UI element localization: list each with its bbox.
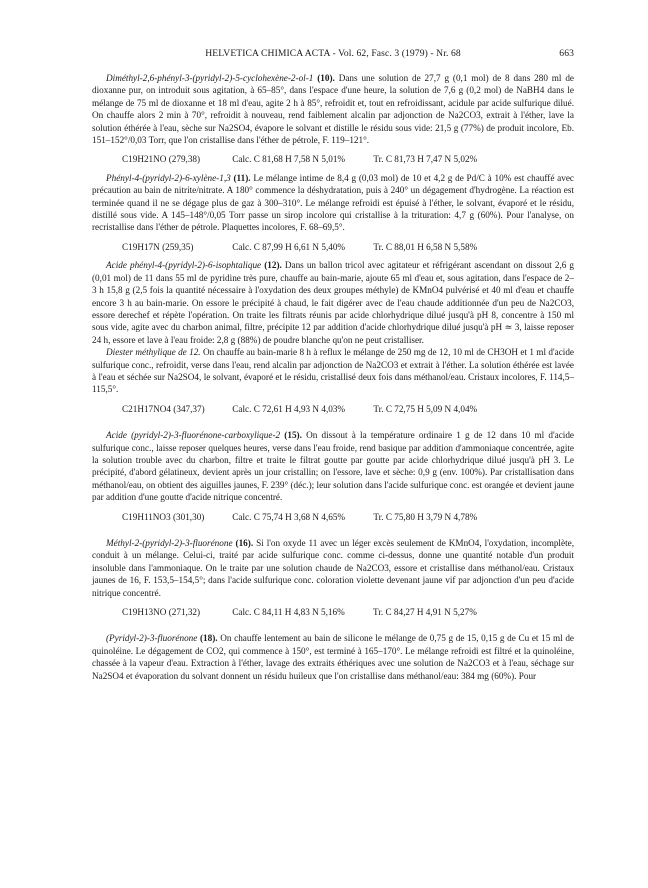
elemental-analysis bbox=[92, 606, 574, 618]
compound-name: Acide phényl-4-(pyridyl-2)-6-isophtalique bbox=[106, 260, 262, 271]
compound-name: Phényl-4-(pyridyl-2)-6-xylène-1,3 bbox=[106, 172, 231, 183]
molecular-formula: C19H13NO (271,32) bbox=[122, 607, 201, 618]
procedure-paragraph bbox=[92, 72, 574, 146]
calculated-values: Calc. C 75,74 H 3,68 N 4,65% bbox=[232, 511, 346, 522]
found-values: Tr. C 81,73 H 7,47 N 5,02% bbox=[373, 154, 478, 165]
compound-number: (10). bbox=[317, 73, 335, 83]
molecular-formula: C21H17NO4 (347,37) bbox=[122, 403, 205, 414]
article-body bbox=[92, 72, 574, 682]
procedure-text: Dans un ballon tricol avec agitateur et réfrigérant ascendant on dissout 2,6 g (0,01 mol) de 11 dans 55 ml de pyridine très pure, chauffe au bain-marie, ajoute 65 ml d'eau et, sous agitation, dans l'espace de 2–3 h 15,8 g (2,5 fois la quantité nécessaire à l'oxydation des deux groupes méthyle) de KMnO4 pulvérisé et 40 ml d'eau et chauffe encore 3 h au bain-marie. On essore le précipité à chaud, le fait digérer avec de l'eau chaude additionnée d'un peu de Na2CO3, essore derechef et répète l'opération. On traite les filtrats réunis par acide chlorhydrique dilué jusqu'à pH 8, concentre à 150 ml sous vide, agite avec du charbon animal, filtre, précipite 12 par addition d'acide chlorhydrique dilué jusqu'à pH ≃ 3, laisse reposer 24 h, essore et lave à l'eau froide: 2,8 g (88%) de poudre blanche qu'on ne peut cristalliser. bbox=[92, 260, 574, 345]
molecular-formula: C19H21NO (279,38) bbox=[122, 154, 201, 165]
compound-number: (15). bbox=[284, 430, 302, 441]
elemental-analysis bbox=[92, 153, 574, 165]
calculated-values: Calc. C 81,68 H 7,58 N 5,01% bbox=[232, 154, 346, 165]
compound-name: Méthyl-2-(pyridyl-2)-3-fluorénone bbox=[106, 538, 233, 548]
procedure-paragraph bbox=[92, 429, 574, 503]
elemental-analysis bbox=[92, 403, 574, 415]
calculated-values: Calc. C 84,11 H 4,83 N 5,16% bbox=[232, 607, 345, 618]
compound-name: Diester méthylique de 12. bbox=[106, 347, 201, 358]
compound-number: (16). bbox=[235, 538, 254, 548]
procedure-text: On chauffe au bain-marie 8 h à reflux le mélange de 250 mg de 12, 10 ml de CH3OH et 1 ml d'acide sulfurique conc., refroidit, verse dans l'eau, rend alcalin par adjonction de Na2CO3 et extrait à l'éther. La solution éthérée est lavée à l'eau et séchée sur Na2SO4, le solvant, évaporé et le résidu, cristallisé deux fois dans méthanol/eau. Cristaux incolores, F. 114,5–115,5°. bbox=[92, 347, 574, 395]
running-header bbox=[92, 48, 574, 59]
procedure-text: Si l'on oxyde 11 avec un léger excès seulement de KMnO4, l'oxydation, incomplète, conduit à un mélange. Celui-ci, traité par acide sulfurique conc. comme ci-dessus, donne une quantité notable d'un produit insoluble dans l'ammoniaque. On le traite par une solution chaude de Na2CO3, essore et cristallise dans méthanol/eau. Cristaux jaunes de 16, F. 153,5–154,5°; dans l'acide sulfurique conc. coloration violette devenant jaune vif par adjonction d'un peu d'acide nitrique concentré. bbox=[92, 538, 574, 598]
page-number: 663 bbox=[559, 48, 574, 59]
spacer bbox=[92, 421, 574, 429]
procedure-paragraph bbox=[92, 346, 574, 396]
procedure-text: Le mélange intime de 8,4 g (0,03 mol) de 10 et 4,2 g de Pd/C à 10% est chauffé avec précaution au bain de nitrite/nitrate. A 180° commence la déshydratation, puis à 240° un dégagement d'hydrogène. La réaction est terminée quand il ne se dégage plus de gaz à 300–310°. Le mélange refroidi est épuisé à l'éther, le solvant, évaporé et le résidu, distillé sous vide. A 145–148°/0,05 Torr passe un sirop incolore qui cristallise à la trituration: 4,7 g (60%). Pour l'analyse, on recristallise dans l'éther de pétrole. Plaquettes incolores, F. 68–69,5°. bbox=[92, 172, 574, 233]
procedure-paragraph bbox=[92, 537, 574, 599]
compound-number: (18). bbox=[200, 633, 218, 644]
calculated-values: Calc. C 87,99 H 6,61 N 5,40% bbox=[232, 241, 346, 252]
procedure-text: Dans une solution de 27,7 g (0,1 mol) de 8 dans 280 ml de dioxanne pur, on introduit sous agitation, à 65–85°, dans l'espace d'une heure, la solution de 7,6 g (0,2 mol) de NaBH4 dans le mélange de 75 ml de dioxanne et 18 ml d'eau, agite 2 h à 85°, refroidit et, tout en refroidissant, acidule par acide sulfurique dilué. On chauffe alors 2 min à 70°, refroidit à nouveau, rend faiblement alcalin par adjonction de Na2CO3, extrait à l'éther, lave la solution éthérée à l'eau, sèche sur Na2SO4, évapore le solvant et distille le résidu sous vide: 21,5 g (77%) de produit incolore, Eb. 151–152°/0,03 Torr, que l'on cristallise dans l'éther de pétrole, F. 119–121°. bbox=[92, 73, 574, 146]
molecular-formula: C19H11NO3 (301,30) bbox=[122, 511, 205, 522]
compound-name: Diméthyl-2,6-phényl-3-(pyridyl-2)-5-cyclohexène-2-ol-1 bbox=[106, 73, 314, 83]
procedure-paragraph bbox=[92, 259, 574, 346]
spacer bbox=[92, 624, 574, 632]
calculated-values: Calc. C 72,61 H 4,93 N 4,03% bbox=[232, 403, 346, 414]
found-values: Tr. C 72,75 H 5,09 N 4,04% bbox=[373, 403, 478, 414]
compound-name: (Pyridyl-2)-3-fluorénone bbox=[106, 633, 198, 644]
compound-name: Acide (pyridyl-2)-3-fluorénone-carboxylique-2 bbox=[106, 430, 281, 441]
found-values: Tr. C 88,01 H 6,58 N 5,58% bbox=[373, 241, 478, 252]
spacer bbox=[92, 529, 574, 537]
procedure-text: On chauffe lentement au bain de silicone le mélange de 0,75 g de 15, 0,15 g de Cu et 15 ml de quinoléine. Le dégagement de CO2, qui commence à 150°, est terminé à 165–170°. Le mélange refroidi est filtré et la quinoléine, chassée à la vapeur d'eau. Extraction à l'éther, lavage des extraits éthériques avec une solution de Na2CO3 et à l'eau, séchage sur Na2SO4 et évaporation du solvant donnent un résidu huileux que l'on cristallise dans méthanol/eau: 384 mg (60%). Pour bbox=[92, 633, 574, 681]
molecular-formula: C19H17N (259,35) bbox=[122, 241, 194, 252]
found-values: Tr. C 75,80 H 3,79 N 4,78% bbox=[373, 511, 478, 522]
procedure-paragraph bbox=[92, 632, 574, 682]
found-values: Tr. C 84,27 H 4,91 N 5,27% bbox=[373, 607, 477, 618]
compound-number: (12). bbox=[264, 260, 282, 271]
elemental-analysis bbox=[92, 511, 574, 523]
elemental-analysis bbox=[92, 241, 574, 253]
compound-number: (11). bbox=[233, 172, 251, 183]
procedure-text: On dissout à la température ordinaire 1 g de 12 dans 10 ml d'acide sulfurique conc., laisse reposer quelques heures, verse dans l'eau froide, rend basique par addition d'ammoniaque concentrée, agite la solution trouble avec du charbon, filtre et traite le filtrat goutte par goutte par acide chlorhydrique dilué jusqu'à pH 3. Le précipité, d'abord gélatineux, devient après un jour cristallin; on l'essore, lave et sèche: 0,9 g (env. 100%). Par cristallisation dans méthanol/eau, on obtient des aiguilles jaunes, F. 239° (déc.); leur solution dans l'acide sulfurique conc. est orangée et devient jaune par addition d'une goutte d'acide nitrique concentré. bbox=[92, 430, 574, 503]
procedure-paragraph bbox=[92, 172, 574, 234]
journal-running-title: HELVETICA CHIMICA ACTA - Vol. 62, Fasc. 3 (1979) - Nr. 68 bbox=[205, 48, 461, 59]
